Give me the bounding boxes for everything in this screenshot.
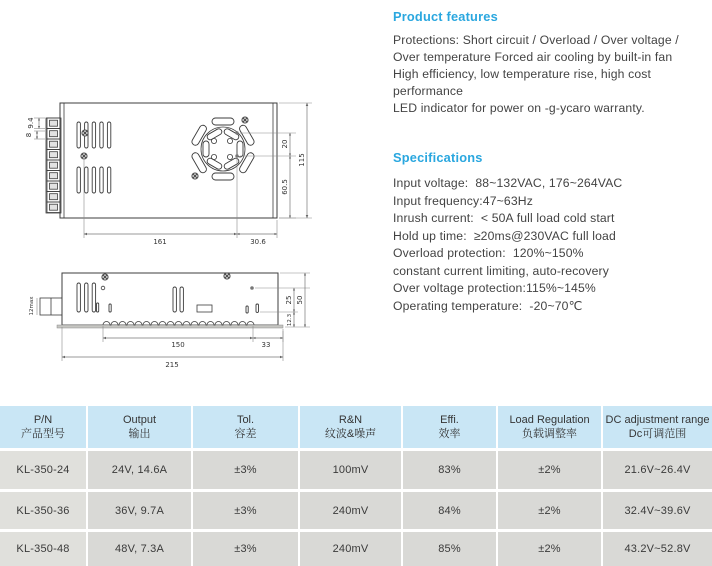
cell-dc-range: 21.6V~26.4V xyxy=(603,451,712,489)
dim-body-height: 50 xyxy=(296,295,304,305)
cell-output: 24V, 14.6A xyxy=(88,451,191,489)
header-pn: P/N 产品型号 xyxy=(0,406,86,448)
cell-tolerance: ±3% xyxy=(193,532,298,566)
table-header-row xyxy=(0,406,712,448)
cell-load-regulation: ±2% xyxy=(498,451,601,489)
cell-ripple: 240mV xyxy=(300,492,401,529)
feature-line: Over temperature Forced air cooling by built-in fan xyxy=(393,49,673,64)
screw-icon xyxy=(82,130,88,136)
cell-pn: KL-350-48 xyxy=(0,532,86,566)
cell-dc-range: 32.4V~39.6V xyxy=(603,492,712,529)
drawing-top-view xyxy=(0,88,340,250)
cell-pn: KL-350-36 xyxy=(0,492,86,529)
product-features-heading: Product features xyxy=(393,9,498,24)
dim-connector: 12max xyxy=(29,296,35,316)
cell-load-regulation: ±2% xyxy=(498,532,601,566)
header-output: Output 输出 xyxy=(88,406,191,448)
feature-line: High efficiency, low temperature rise, high cost xyxy=(393,66,652,81)
dim-comb-length: 150 xyxy=(171,341,185,349)
dim-terminal-pitch: 9.4 xyxy=(27,117,35,129)
spec-line: Inrush current: < 50A full load cold start xyxy=(393,211,615,225)
dim-total-length: 215 xyxy=(165,361,179,369)
product-features-section xyxy=(393,9,709,117)
cell-efficiency: 84% xyxy=(403,492,496,529)
cell-tolerance: ±3% xyxy=(193,451,298,489)
cell-efficiency: 85% xyxy=(403,532,496,566)
model-spec-table xyxy=(0,406,712,566)
screw-icon xyxy=(224,273,230,279)
output-connector xyxy=(29,296,62,316)
dim-body-length: 161 xyxy=(153,238,167,246)
specifications-heading: Specifications xyxy=(393,150,483,165)
cell-ripple: 100mV xyxy=(300,451,401,489)
dim-body-width: 115 xyxy=(298,153,306,167)
drawing-side-view xyxy=(0,250,340,376)
header-ripple-noise: R&N 纹波&噪声 xyxy=(300,406,401,448)
spec-line: Input voltage: 88~132VAC, 176~264VAC xyxy=(393,176,623,190)
feature-line: performance xyxy=(393,83,464,98)
screw-icon xyxy=(81,153,87,159)
header-load-regulation: Load Regulation 负载调整率 xyxy=(498,406,601,448)
spec-line: Overload protection: 120%~150% xyxy=(393,246,584,260)
cell-efficiency: 83% xyxy=(403,451,496,489)
spec-line: constant current limiting, auto-recovery xyxy=(393,263,609,278)
mounting-hole xyxy=(250,286,254,290)
cell-output: 48V, 7.3A xyxy=(88,532,191,566)
dim-fan-hole-pitch: 20 xyxy=(281,139,289,149)
table-row xyxy=(0,492,712,529)
screw-icon xyxy=(192,173,198,179)
table-row xyxy=(0,532,712,566)
spec-line: Over voltage protection:115%~145% xyxy=(393,281,596,295)
feature-line: Protections: Short circuit / Overload / Over voltage / xyxy=(393,33,679,47)
header-tolerance: Tol. 容差 xyxy=(193,406,298,448)
dim-terminal-width: 8 xyxy=(25,132,33,138)
cell-dc-range: 43.2V~52.8V xyxy=(603,532,712,566)
header-dc-adjust-range: DC adjustment range Dc可调范围 xyxy=(603,406,712,448)
base-plate xyxy=(57,325,283,328)
spec-line: Input frequency:47~63Hz xyxy=(393,193,533,208)
table-row xyxy=(0,451,712,489)
screw-icon xyxy=(102,274,108,280)
specifications-section xyxy=(393,150,709,315)
feature-line: LED indicator for power on -g-ycaro warranty. xyxy=(393,100,645,115)
dim-comb-to-edge: 33 xyxy=(261,341,271,349)
cell-tolerance: ±3% xyxy=(193,492,298,529)
spec-line: Operating temperature: -20~70℃ xyxy=(393,298,583,313)
cell-ripple: 240mV xyxy=(300,532,401,566)
terminal-block xyxy=(46,118,61,213)
cell-output: 36V, 9.7A xyxy=(88,492,191,529)
cell-load-regulation: ±2% xyxy=(498,492,601,529)
screw-icon xyxy=(242,117,248,123)
dim-base-height: 12.3 xyxy=(287,313,293,327)
cell-pn: KL-350-24 xyxy=(0,451,86,489)
dim-hole-pitch: 25 xyxy=(285,295,293,305)
dim-fan-to-edge: 30.6 xyxy=(250,238,266,246)
dim-fan-to-bottom: 60.5 xyxy=(281,179,289,195)
header-efficiency: Effi. 效率 xyxy=(403,406,496,448)
spec-line: Hold up time: ≥20ms@230VAC full load xyxy=(393,228,616,243)
